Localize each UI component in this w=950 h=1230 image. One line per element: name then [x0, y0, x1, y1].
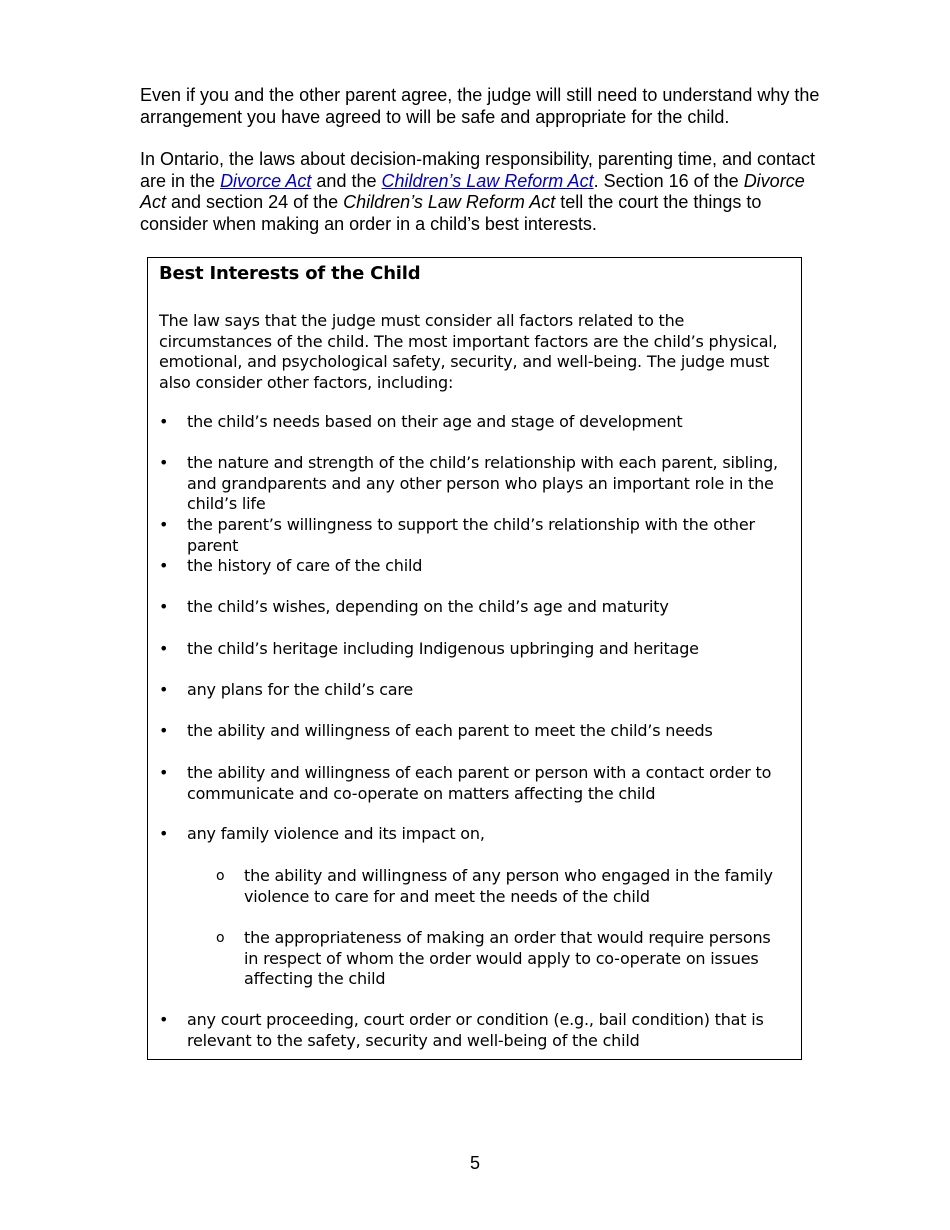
- factor-text: the child’s needs based on their age and stage of development: [187, 412, 683, 431]
- best-interests-box: [147, 257, 802, 1060]
- p2-text-2: and the: [311, 170, 382, 191]
- factor-item: [159, 597, 789, 618]
- factor-text: any court proceeding, court order or condition (e.g., bail condition) that is relevant to the safety, security and well-being of the child: [187, 1010, 764, 1050]
- sub-factor-text: the appropriateness of making an order that would require persons in respect of whom the order would apply to co-operate on issues affecting the child: [244, 928, 771, 988]
- factor-item: [159, 639, 789, 660]
- p2-text-1: In Ontario, the laws about decision-making responsibility, parenting time, and contact are in the: [140, 149, 816, 191]
- bullet-icon: •: [159, 639, 169, 658]
- factor-item: [159, 515, 789, 556]
- bullet-icon: •: [159, 763, 169, 782]
- sub-factor-text: the ability and willingness of any person who engaged in the family violence to care for and meet the needs of the child: [244, 866, 773, 906]
- bullet-icon: •: [159, 515, 169, 534]
- bullet-icon: •: [159, 412, 169, 431]
- bullet-icon: •: [159, 1010, 169, 1029]
- intro-paragraph-2: [140, 149, 820, 235]
- p2-text-4: and section 24 of the: [166, 192, 344, 212]
- box-lead-paragraph: The law says that the judge must consider all factors related to the circumstances of the child. The most important factors are the child’s physical, emotional, and psychological safety, security, and well-being. The judge must also consider other factors, including:: [159, 311, 778, 392]
- factor-item: [159, 680, 789, 701]
- box-title: Best Interests of the Child: [159, 263, 421, 284]
- circle-bullet-icon: o: [216, 930, 225, 946]
- factor-item: [159, 763, 789, 804]
- divorce-act-link[interactable]: Divorce Act: [220, 170, 312, 191]
- factor-text: the parent’s willingness to support the child’s relationship with the other parent: [187, 515, 755, 555]
- childrens-law-reform-act-italic: Children’s Law Reform Act: [343, 192, 556, 212]
- factor-text: the nature and strength of the child’s relationship with each parent, sibling, and grandparents and any other person who plays an important role in the child’s life: [187, 453, 778, 513]
- bullet-icon: •: [159, 680, 169, 699]
- p2-text-3: . Section 16 of the: [593, 170, 744, 191]
- intro-paragraph-1: Even if you and the other parent agree, the judge will still need to understand why the arrangement you have agreed to will be safe and appropriate for the child.: [140, 85, 820, 127]
- factor-text: the ability and willingness of each parent or person with a contact order to communicate and co-operate on matters affecting the child: [187, 763, 772, 803]
- page-number: 5: [469, 1153, 480, 1173]
- factor-item: [159, 556, 789, 577]
- factor-text: any plans for the child’s care: [187, 680, 414, 699]
- factor-text: the child’s heritage including Indigenous upbringing and heritage: [187, 639, 699, 658]
- factor-text: the child’s wishes, depending on the child’s age and maturity: [187, 597, 669, 616]
- circle-bullet-icon: o: [216, 868, 225, 884]
- bullet-icon: •: [159, 721, 169, 740]
- factor-item: [159, 824, 789, 845]
- sub-factor-item: [216, 928, 786, 990]
- factor-text: the history of care of the child: [187, 556, 423, 575]
- bullet-icon: •: [159, 556, 169, 575]
- divorce-act-italic: Divorce Act: [140, 170, 805, 212]
- factor-text: any family violence and its impact on,: [187, 824, 485, 843]
- factor-item: [159, 453, 789, 515]
- factor-item: [159, 412, 789, 433]
- bullet-icon: •: [159, 597, 169, 616]
- bullet-icon: •: [159, 824, 169, 843]
- factor-item: [159, 1010, 789, 1051]
- factor-text: the ability and willingness of each parent to meet the child’s needs: [187, 721, 713, 740]
- childrens-law-reform-act-link[interactable]: Children’s Law Reform Act: [381, 170, 594, 191]
- bullet-icon: •: [159, 453, 169, 472]
- factor-item: [159, 721, 789, 742]
- sub-factor-item: [216, 866, 786, 907]
- p2-text-5: tell the court the things to consider when making an order in a child’s best interests.: [140, 192, 762, 234]
